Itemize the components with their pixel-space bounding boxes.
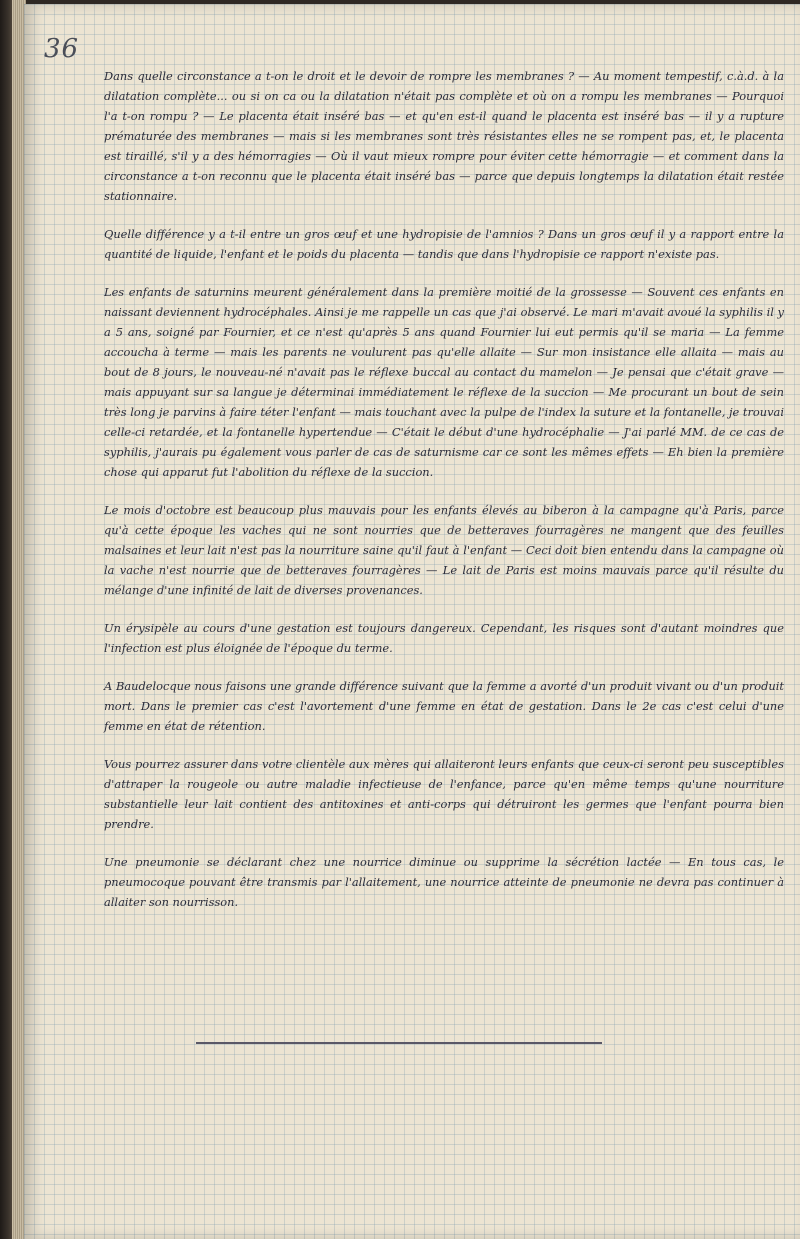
paragraph-hydropisie: Quelle différence y a t-il entre un gros œuf et une hydropisie de l'amnios ? Dans un gros œuf il y a rapport entre la quantité de liquide, l'enfant et le poids du placenta — tandis que dans l'hydropisie ce rapport n'existe pas. [104,227,784,261]
page-number: 36 [44,34,80,64]
paragraph-baudelocque: A Baudelocque nous faisons une grande différence suivant que la femme a avorté d'un produit vivant ou d'un produit mort. Dans le premier cas c'est l'avortement d'une femme en état de gestation. Dans le 2e cas c'est celui d'une femme en état de rétention. [104,679,784,733]
paragraph-octobre: Le mois d'octobre est beaucoup plus mauvais pour les enfants élevés au biberon à la campagne qu'à Paris, parce qu'à cette époque les vaches qui ne sont nourries que de betteraves fourragères ne mangent que des feuilles malsaines et leur lait n'est pas la nourriture saine qu'il faut à l'enfant — Ceci doit bien entendu dans la campagne où la vache n'est nourrie que de betteraves fourragères — Le lait de Paris est moins mauvais parce qu'il résulte du mélange d'une infinité de lait de diverses provenances. [104,503,784,597]
paragraph-pneumonie: Une pneumonie se déclarant chez une nourrice diminue ou supprime la sécrétion lactée — En tous cas, le pneumocoque pouvant être transmis par l'allaitement, une nourrice atteinte de pneumonie ne devra pas continuer à allaiter son nourrisson. [104,855,784,909]
end-rule-line [196,1042,602,1044]
handwritten-notes [104,66,784,930]
paragraph-erysipele: Un érysipèle au cours d'une gestation est toujours dangereux. Cependant, les risques sont d'autant moindres que l'infection est plus éloignée de l'époque du terme. [104,621,784,655]
paragraph-allaitement: Vous pourrez assurer dans votre clientèle aux mères qui allaiteront leurs enfants que ceux-ci seront peu susceptibles d'attraper la rougeole ou autre maladie infectieuse de l'enfance, parce qu'en même temps qu'une nourriture substantielle leur lait contient des antitoxines et anti-corps qui détruiront les germes que l'enfant pourra bien prendre. [104,757,784,831]
paragraph-membranes: Dans quelle circonstance a t-on le droit et le devoir de rompre les membranes ? — Au moment tempestif, c.à.d. à la dilatation complète... ou si on ca ou la dilatation n'était pas complète et où on a rompu les membranes — Pourquoi l'a t-on rompu ? — Le placenta était inséré bas — et qu'en est-il quand le placenta est inséré bas — il y a rupture prématurée des membranes — mais si les membranes sont très résistantes elles ne se rompent pas, et, le placenta est tiraillé, s'il y a des hémorragies — Où il vaut mieux rompre pour éviter cette hémorragie — et comment dans la circonstance a t-on reconnu que le placenta était inséré bas — parce que depuis longtemps la dilatation était restée stationnaire. [104,69,784,203]
paragraph-saturnins: Les enfants de saturnins meurent généralement dans la première moitié de la grossesse — Souvent ces enfants en naissant deviennent hydrocéphales. Ainsi je me rappelle un cas que j'ai observé. Le mari m'avait avoué la syphilis il y a 5 ans, soigné par Fournier, et ce n'est qu'après 5 ans quand Fournier lui eut permis qu'il se maria — La femme accoucha à terme — mais les parents ne voulurent pas qu'elle allaite — Sur mon insistance elle allaita — mais au bout de 8 jours, le nouveau-né n'avait pas le réflexe buccal au contact du mamelon — Je pensai que c'était grave — mais appuyant sur sa langue je déterminai immédiatement le réflexe de la succion — Me procurant un bout de sein très long je parvins à faire téter l'enfant — mais touchant avec la pulpe de l'index la suture et la fontanelle, je trouvai celle-ci retardée, et la fontanelle hypertendue — C'était le début d'une hydrocéphalie — J'ai parlé MM. de ce cas de syphilis, j'aurais pu également vous parler de cas de saturnisme car ce sont les mêmes effets — Eh bien la première chose qui apparut fut l'abolition du réflexe de la succion. [104,285,784,479]
